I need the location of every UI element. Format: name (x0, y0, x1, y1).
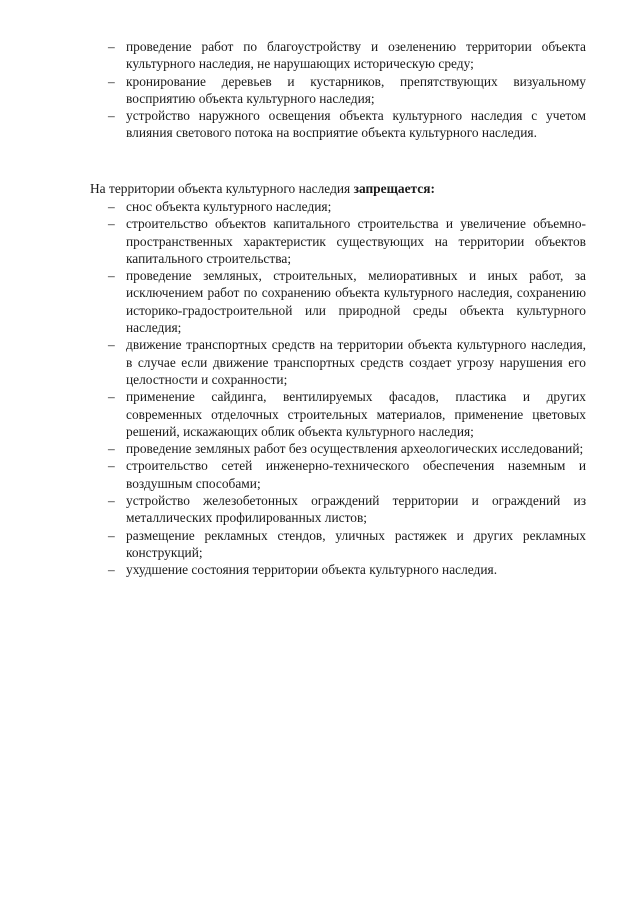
dash-bullet: – (108, 493, 115, 509)
list-item (108, 107, 586, 142)
permitted-works-list (108, 38, 586, 142)
dash-bullet: – (108, 458, 115, 474)
list-item (108, 73, 586, 108)
list-item (108, 336, 586, 388)
dash-bullet: – (108, 441, 115, 457)
list-item (108, 457, 586, 492)
list-item (108, 492, 586, 527)
dash-bullet: – (108, 216, 115, 232)
list-item (108, 215, 586, 267)
dash-bullet: – (108, 389, 115, 405)
list-item-text: применение сайдинга, вентилируемых фасадов, пластика и других современных отделочных строительных материалов, применение цветовых решений, искажающих облик объекта культурного наследия; (126, 389, 586, 439)
list-item-text: устройство железобетонных ограждений территории и ограждений из металлических профилированных листов; (126, 493, 586, 526)
list-item (108, 198, 586, 215)
list-item (108, 440, 586, 457)
dash-bullet: – (108, 268, 115, 284)
list-item-text: проведение работ по благоустройству и озеленению территории объекта культурного наследия, не нарушающих историческую среду; (126, 39, 586, 72)
list-item-text: ухудшение состояния территории объекта культурного наследия. (126, 562, 498, 578)
dash-bullet: – (108, 337, 115, 353)
list-item (108, 527, 586, 562)
list-item-text: устройство наружного освещения объекта культурного наследия с учетом влияния светового потока на восприятие объекта культурного наследия. (126, 108, 586, 141)
list-item-text: проведение земляных работ без осуществления археологических исследований; (126, 441, 584, 457)
dash-bullet: – (108, 527, 115, 543)
list-item-text: кронирование деревьев и кустарников, препятствующих визуальному восприятию объекта культурного наследия; (126, 73, 586, 106)
intro-text: На территории объекта культурного наследия (90, 181, 354, 196)
list-item (108, 38, 586, 73)
list-item (108, 561, 586, 578)
list-item (108, 267, 586, 336)
dash-bullet: – (108, 562, 115, 578)
list-item-text: строительство сетей инженерно-технического обеспечения наземным и воздушным способами; (126, 458, 586, 491)
list-item-text: снос объекта культурного наследия; (126, 199, 332, 214)
list-item-text: строительство объектов капитального строительства и увеличение объемно-пространственных характеристик существующих на территории объектов капитального строительства; (126, 216, 586, 266)
dash-bullet: – (108, 108, 115, 124)
list-item (108, 388, 586, 440)
list-item-text: размещение рекламных стендов, уличных растяжек и других рекламных конструкций; (126, 527, 586, 560)
dash-bullet: – (108, 73, 115, 89)
list-item-text: движение транспортных средств на территории объекта культурного наследия, в случае если движение транспортных средств создает угрозу нарушения его целостности и сохранности; (126, 337, 586, 387)
dash-bullet: – (108, 199, 115, 214)
list-item-text: проведение земляных, строительных, мелиоративных и иных работ, за исключением работ по сохранению объекта культурного наследия, сохранению историко-градостроительной или природной среды объекта культурного наследия; (126, 268, 586, 336)
intro-bold-keyword: запрещается: (353, 181, 435, 196)
dash-bullet: – (108, 39, 115, 54)
prohibitions-intro (90, 180, 586, 197)
prohibited-works-list (108, 198, 586, 579)
